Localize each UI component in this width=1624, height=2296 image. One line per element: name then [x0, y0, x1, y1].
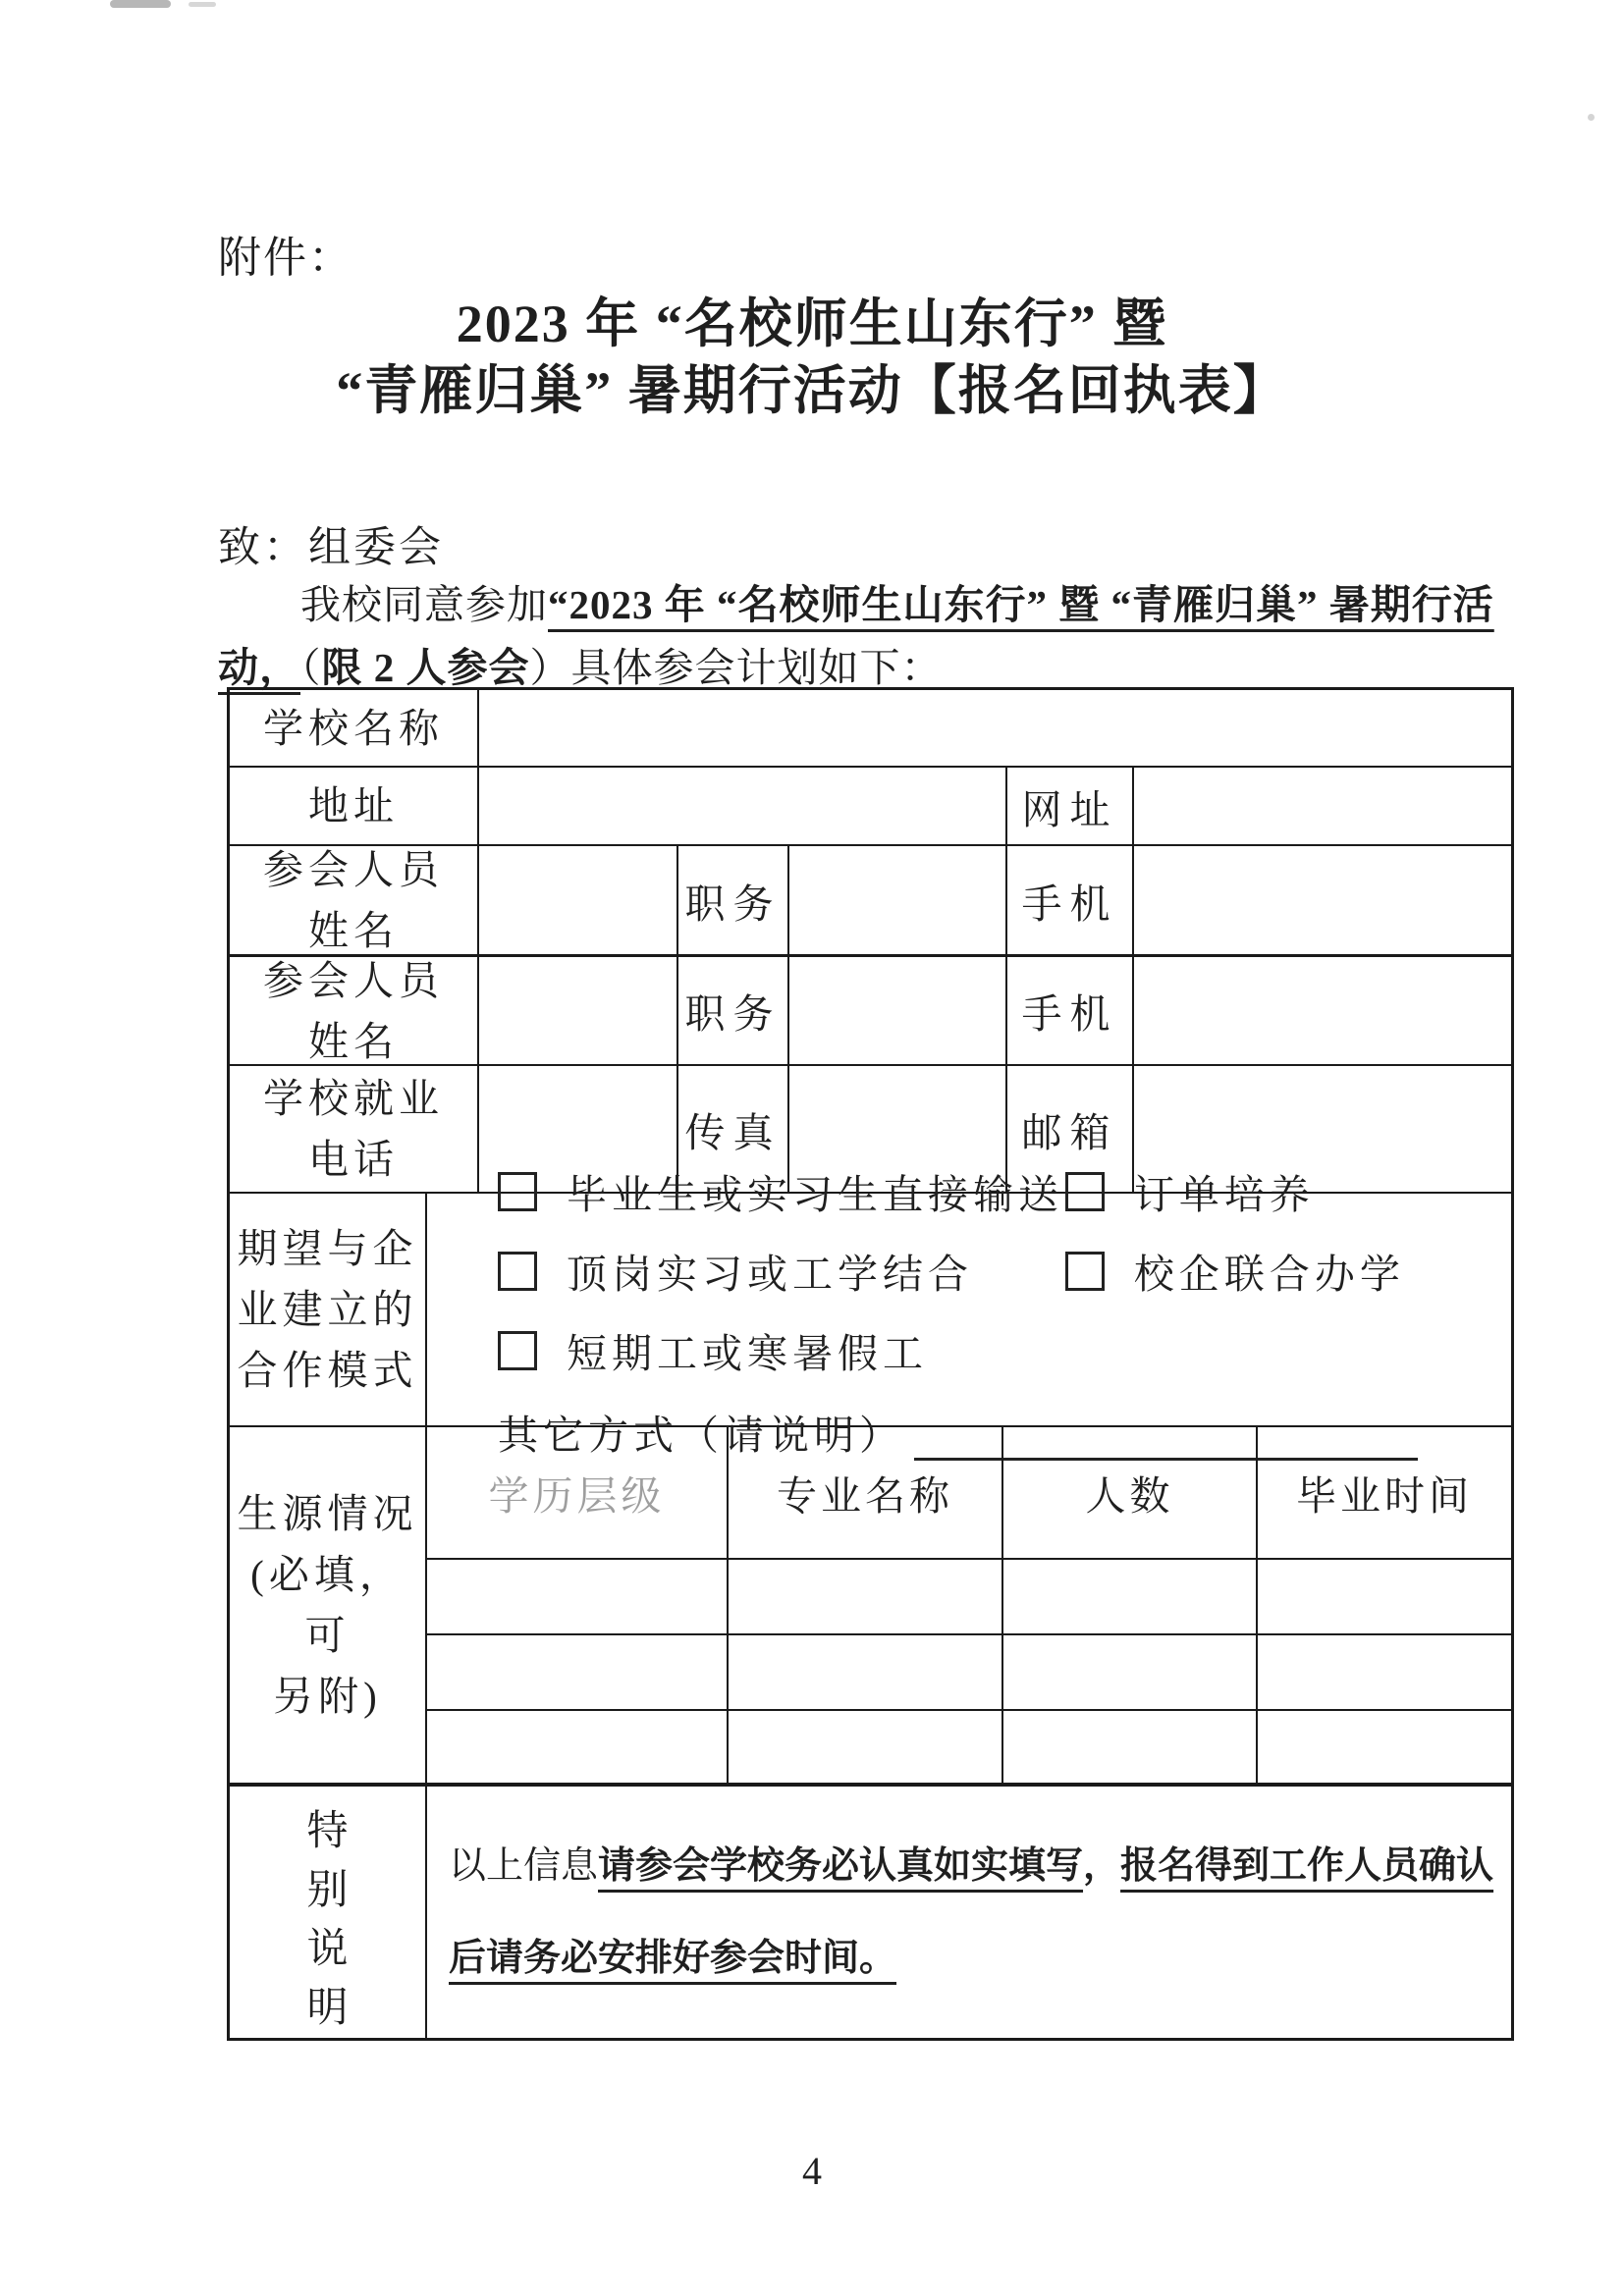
participant1-mobile-label: 手机 [1005, 846, 1132, 954]
special-note-normal: 以上信息 [449, 1845, 599, 1887]
school-name-value-cell [477, 690, 1511, 766]
major-name-cell [727, 1635, 1001, 1709]
cooperation-option-2-label: 订单培养 [1133, 1172, 1315, 1217]
checkbox-icon [498, 1331, 537, 1370]
special-note-content-cell [425, 1787, 1511, 2038]
student-source-data-row [427, 1558, 1511, 1633]
row-special-note [230, 1783, 1511, 2038]
fax-label: 传真 [677, 1066, 787, 1192]
cooperation-options-cell [425, 1172, 1511, 1458]
cooperation-label-line2: 业建立的 [237, 1287, 418, 1332]
intro-lead: 我校同意参加 [300, 582, 548, 627]
graduation-time-cell [1256, 1711, 1511, 1785]
student-source-label [230, 1427, 425, 1783]
special-note-underline-3: 后请务必安排好参会时间。 [449, 1938, 897, 1979]
student-source-header-row [427, 1427, 1511, 1558]
special-note-label [230, 1787, 425, 2038]
employment-phone-label-line1: 学校就业 [263, 1076, 444, 1121]
intro-activity-name-part2: 动， [218, 645, 300, 690]
graduation-time-cell [1256, 1635, 1511, 1709]
special-note-label-char3: 说 [306, 1927, 349, 1972]
intro-paragraph [218, 573, 1524, 699]
website-label: 网址 [1005, 768, 1132, 844]
cooperation-label-line3: 合作模式 [237, 1348, 418, 1393]
row-student-source [230, 1425, 1511, 1783]
headcount-cell [1001, 1560, 1256, 1633]
intro-line-1 [218, 573, 1524, 636]
graduation-time-cell [1256, 1560, 1511, 1633]
student-source-label-line3: 另附) [273, 1674, 382, 1719]
checkbox-icon [498, 1172, 537, 1211]
cooperation-grid-spacer [1065, 1321, 1511, 1379]
email-label: 邮箱 [1005, 1066, 1132, 1192]
participant2-label-line1: 参会人员 [263, 957, 444, 1003]
intro-rest: 具体参会计划如下： [570, 645, 943, 690]
cooperation-option-3 [498, 1242, 1065, 1300]
page-number: 4 [802, 2149, 822, 2193]
cooperation-options-grid [498, 1162, 1511, 1379]
participant2-mobile-cell [1132, 957, 1511, 1064]
participant2-name-cell [477, 957, 677, 1064]
title-line-1: 2023 年 “名校师生山东行” 暨 [456, 294, 1168, 353]
cooperation-other-label: 其它方式（请说明） [498, 1413, 904, 1458]
row-participant-2 [230, 954, 1511, 1064]
headcount-cell [1001, 1635, 1256, 1709]
participant1-label-line2: 姓名 [308, 908, 399, 953]
cooperation-option-4-label: 校企联合办学 [1133, 1252, 1405, 1297]
checkbox-icon [1065, 1252, 1105, 1291]
scan-artifact [110, 0, 171, 8]
special-note-underline-1: 请参会学校务必认真如实填写 [598, 1845, 1084, 1887]
title-line-2: “青雁归巢” 暑期行活动【报名回执表】 [336, 361, 1288, 420]
participant1-mobile-cell [1132, 846, 1511, 954]
row-address [230, 766, 1511, 844]
scan-artifact [1588, 114, 1595, 121]
major-name-cell [727, 1560, 1001, 1633]
cooperation-option-1-label: 毕业生或实习生直接输送 [567, 1172, 1063, 1217]
cooperation-option-4 [1065, 1242, 1511, 1300]
participant1-label-line1: 参会人员 [263, 847, 444, 892]
student-source-label-line1: 生源情况 [237, 1491, 418, 1536]
attachment-label: 附件： [218, 234, 353, 282]
header-major-name: 专业名称 [727, 1427, 1001, 1558]
school-name-label: 学校名称 [263, 705, 444, 751]
cooperation-option-3-label: 顶岗实习或工学结合 [567, 1252, 973, 1297]
education-level-cell [427, 1635, 727, 1709]
intro-limit-note: 限 2 人参会 [321, 645, 530, 690]
header-headcount: 人数 [1001, 1427, 1256, 1558]
special-note-label-char1: 特 [306, 1809, 349, 1854]
website-value-cell [1132, 768, 1511, 844]
scan-artifact [189, 2, 216, 7]
cooperation-option-2 [1065, 1162, 1511, 1220]
student-source-label-line2: (必填，可 [250, 1552, 405, 1658]
special-note-underline-2: 报名得到工作人员确认 [1120, 1845, 1494, 1887]
participant1-position-cell [787, 846, 1005, 954]
participant2-position-cell [787, 957, 1005, 1064]
employment-phone-label [230, 1066, 477, 1192]
row-cooperation-modes [230, 1172, 1511, 1458]
education-level-cell [427, 1560, 727, 1633]
cooperation-label [230, 1194, 425, 1425]
employment-phone-label-line2: 电话 [308, 1137, 399, 1182]
checkbox-icon [498, 1252, 537, 1291]
row-participant-1 [230, 844, 1511, 954]
salutation: 致：组委会 [218, 525, 444, 571]
student-source-data-row [427, 1709, 1511, 1785]
cooperation-label-line1: 期望与企 [237, 1226, 418, 1271]
special-note-label-char4: 明 [306, 1986, 349, 2031]
student-source-data-row [427, 1633, 1511, 1709]
address-label: 地址 [308, 783, 399, 828]
major-name-cell [727, 1711, 1001, 1785]
cooperation-option-5-label: 短期工或寒暑假工 [567, 1331, 928, 1376]
participant2-label [230, 957, 477, 1064]
header-education-level: 学历层级 [488, 1473, 666, 1519]
cooperation-option-5 [498, 1321, 1065, 1379]
cooperation-option-1 [498, 1162, 1065, 1220]
participant1-label [230, 846, 477, 954]
participant2-mobile-label: 手机 [1005, 957, 1132, 1064]
special-note-label-char2: 别 [306, 1868, 349, 1913]
participant1-name-cell [477, 846, 677, 954]
participant2-position-label: 职务 [677, 957, 787, 1064]
intro-paren-close: ） [529, 645, 571, 690]
headcount-cell [1001, 1711, 1256, 1785]
document-title [0, 291, 1624, 424]
checkbox-icon [1065, 1172, 1105, 1211]
address-value-cell [477, 768, 1005, 844]
participant2-label-line2: 姓名 [308, 1018, 399, 1064]
education-level-cell [427, 1711, 727, 1785]
student-source-grid [425, 1427, 1511, 1783]
intro-paren-open: （ [300, 645, 322, 690]
special-note-text [449, 1820, 1493, 2004]
participant1-position-label: 职务 [677, 846, 787, 954]
intro-activity-name-part1: “2023 年 “名校师生山东行” 暨 “青雁归巢” 暑期行活 [548, 582, 1494, 627]
special-note-comma: ， [1083, 1845, 1121, 1887]
row-school-name [230, 690, 1511, 766]
registration-form-table [227, 687, 1514, 2041]
header-graduation-time: 毕业时间 [1256, 1427, 1511, 1558]
